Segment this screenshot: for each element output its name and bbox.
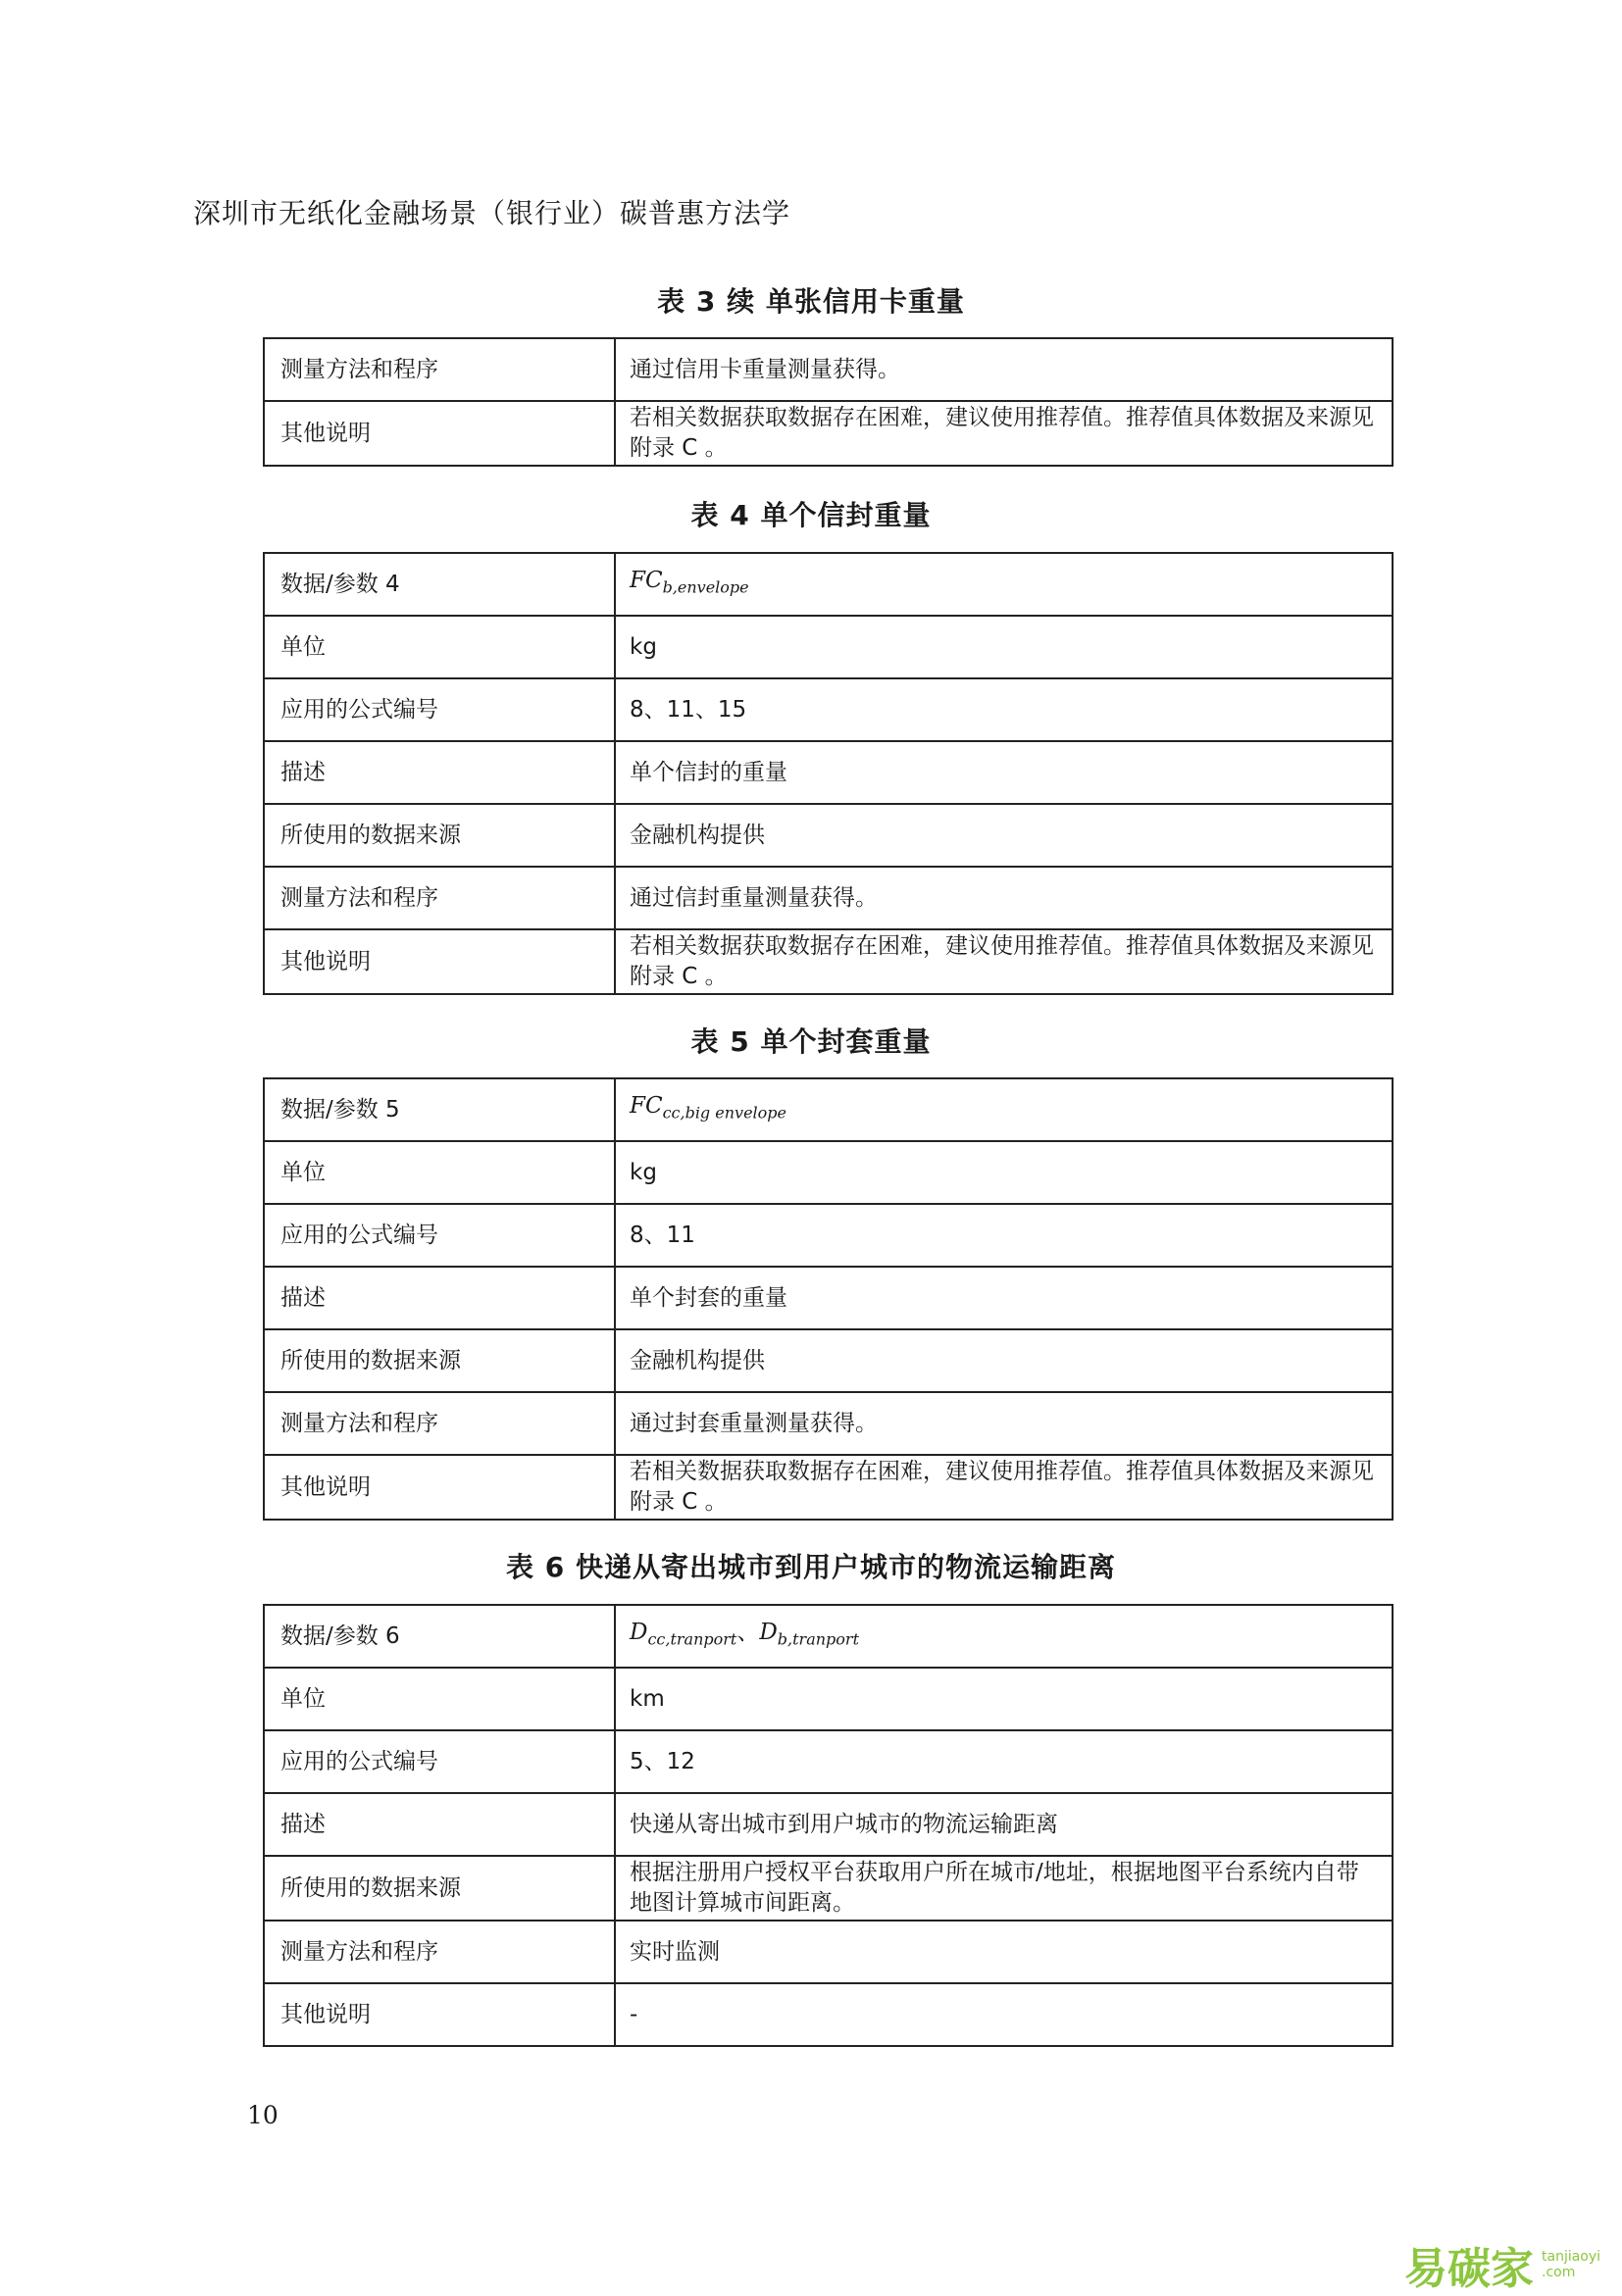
watermark-logo bbox=[1404, 2233, 1600, 2296]
row-key: 所使用的数据来源 bbox=[264, 804, 615, 867]
row-key: 描述 bbox=[264, 1267, 615, 1329]
table-row bbox=[264, 804, 1393, 867]
row-value: kg bbox=[615, 1141, 1393, 1204]
table-row bbox=[264, 1078, 1393, 1141]
row-value: 单个信封的重量 bbox=[615, 741, 1393, 804]
row-value: 实时监测 bbox=[615, 1921, 1393, 1983]
table-row bbox=[264, 1668, 1393, 1730]
row-value: 若相关数据获取数据存在困难，建议使用推荐值。推荐值具体数据及来源见附录 C 。 bbox=[615, 1455, 1393, 1520]
symbol-base: FC bbox=[630, 568, 663, 594]
table-row bbox=[264, 1605, 1393, 1668]
row-key: 测量方法和程序 bbox=[264, 338, 615, 401]
table-row bbox=[264, 1730, 1393, 1793]
row-key: 其他说明 bbox=[264, 1455, 615, 1520]
table-row bbox=[264, 1983, 1393, 2046]
table-row bbox=[264, 678, 1393, 741]
page-number: 10 bbox=[247, 2101, 279, 2129]
row-value: 单个封套的重量 bbox=[615, 1267, 1393, 1329]
table-row bbox=[264, 1141, 1393, 1204]
symbol-separator: 、 bbox=[736, 1620, 760, 1646]
row-value: kg bbox=[615, 616, 1393, 678]
symbol-base: D bbox=[630, 1620, 648, 1646]
row-key: 所使用的数据来源 bbox=[264, 1856, 615, 1921]
watermark-text: 易碳家 bbox=[1404, 2244, 1534, 2294]
row-value: 金融机构提供 bbox=[615, 804, 1393, 867]
row-value: 根据注册用户授权平台获取用户所在城市/地址，根据地图平台系统内自带地图计算城市间距离。 bbox=[615, 1856, 1393, 1921]
table-row bbox=[264, 401, 1393, 466]
table-row bbox=[264, 929, 1393, 994]
symbol-subscript: b,envelope bbox=[662, 577, 749, 597]
row-key: 应用的公式编号 bbox=[264, 1204, 615, 1267]
table6-caption: 表 6 快递从寄出城市到用户城市的物流运输距离 bbox=[506, 1551, 1116, 1583]
row-key: 其他说明 bbox=[264, 1983, 615, 2046]
table-row bbox=[264, 1392, 1393, 1455]
symbol-base: D bbox=[759, 1620, 778, 1646]
row-key: 单位 bbox=[264, 1141, 615, 1204]
watermark-domain-line1: tanjiaoyi bbox=[1542, 2249, 1601, 2265]
row-key: 其他说明 bbox=[264, 401, 615, 466]
row-value: 若相关数据获取数据存在困难，建议使用推荐值。推荐值具体数据及来源见附录 C 。 bbox=[615, 929, 1393, 994]
row-value: 8、11 bbox=[615, 1204, 1393, 1267]
param-symbol bbox=[615, 1078, 1393, 1141]
table-row bbox=[264, 616, 1393, 678]
row-value: km bbox=[615, 1668, 1393, 1730]
row-value: 通过封套重量测量获得。 bbox=[615, 1392, 1393, 1455]
row-value: 通过信用卡重量测量获得。 bbox=[615, 338, 1393, 401]
symbol-base: FC bbox=[630, 1093, 663, 1120]
table-row bbox=[264, 338, 1393, 401]
document-header: 深圳市无纸化金融场景（银行业）碳普惠方法学 bbox=[193, 197, 791, 229]
row-value: 5、12 bbox=[615, 1730, 1393, 1793]
symbol-subscript: b,tranport bbox=[777, 1629, 859, 1649]
row-key: 数据/参数 4 bbox=[264, 553, 615, 616]
table-row bbox=[264, 1267, 1393, 1329]
row-key: 描述 bbox=[264, 1793, 615, 1856]
table-row bbox=[264, 1329, 1393, 1392]
table-row bbox=[264, 1921, 1393, 1983]
symbol-subscript: cc,tranport bbox=[647, 1629, 737, 1649]
row-key: 应用的公式编号 bbox=[264, 678, 615, 741]
symbol-subscript: cc,big envelope bbox=[662, 1103, 786, 1123]
table6 bbox=[263, 1604, 1394, 2047]
row-key: 应用的公式编号 bbox=[264, 1730, 615, 1793]
table-row bbox=[264, 1793, 1393, 1856]
row-value: 8、11、15 bbox=[615, 678, 1393, 741]
table-row bbox=[264, 1455, 1393, 1520]
table5-caption: 表 5 单个封套重量 bbox=[690, 1025, 932, 1058]
row-key: 单位 bbox=[264, 1668, 615, 1730]
table4-caption: 表 4 单个信封重量 bbox=[690, 499, 932, 531]
table3-caption: 表 3 续 单张信用卡重量 bbox=[657, 285, 965, 318]
watermark-domain bbox=[1542, 2249, 1600, 2280]
row-value: 快递从寄出城市到用户城市的物流运输距离 bbox=[615, 1793, 1393, 1856]
row-key: 单位 bbox=[264, 616, 615, 678]
row-key: 测量方法和程序 bbox=[264, 1921, 615, 1983]
table-row bbox=[264, 1204, 1393, 1267]
row-key: 所使用的数据来源 bbox=[264, 1329, 615, 1392]
row-key: 测量方法和程序 bbox=[264, 1392, 615, 1455]
table-row bbox=[264, 1856, 1393, 1921]
row-value: 金融机构提供 bbox=[615, 1329, 1393, 1392]
param-symbol bbox=[615, 553, 1393, 616]
row-value: 若相关数据获取数据存在困难，建议使用推荐值。推荐值具体数据及来源见附录 C 。 bbox=[615, 401, 1393, 466]
row-key: 描述 bbox=[264, 741, 615, 804]
table-row bbox=[264, 553, 1393, 616]
row-key: 数据/参数 6 bbox=[264, 1605, 615, 1668]
table-row bbox=[264, 867, 1393, 929]
table3 bbox=[263, 337, 1394, 467]
row-key: 测量方法和程序 bbox=[264, 867, 615, 929]
row-value: 通过信封重量测量获得。 bbox=[615, 867, 1393, 929]
param-symbol bbox=[615, 1605, 1393, 1668]
row-value: - bbox=[615, 1983, 1393, 2046]
watermark-domain-line2: .com bbox=[1542, 2265, 1576, 2280]
table4 bbox=[263, 552, 1394, 995]
table5 bbox=[263, 1077, 1394, 1521]
table-row bbox=[264, 741, 1393, 804]
row-key: 其他说明 bbox=[264, 929, 615, 994]
row-key: 数据/参数 5 bbox=[264, 1078, 615, 1141]
